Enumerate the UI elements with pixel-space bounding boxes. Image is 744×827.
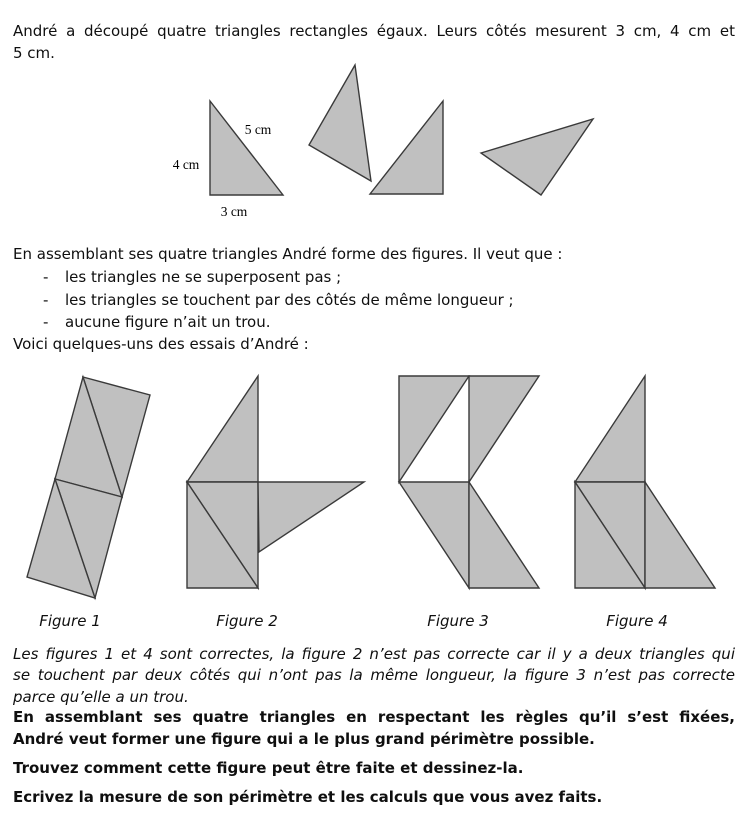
bullet-dash: - bbox=[43, 291, 49, 309]
figure-4-triangle-1 bbox=[575, 376, 645, 482]
figure-3-triangle-1 bbox=[399, 376, 469, 482]
rule-text-1: les triangles ne se superposent pas ; bbox=[65, 268, 342, 286]
figure-4-label: Figure 4 bbox=[606, 612, 668, 630]
figure-3 bbox=[399, 376, 539, 588]
analysis-line-3: parce qu’elle a un trou. bbox=[13, 688, 189, 706]
analysis-line-2: se touchent par deux côtés qui n’ont pas la même longueur, la figure 3 n’est pas correcte bbox=[13, 666, 735, 684]
figure-1 bbox=[27, 377, 150, 598]
figure-2-triangle-1 bbox=[187, 376, 258, 482]
figure-2 bbox=[187, 376, 364, 588]
loose-triangle-set-triangle-4 bbox=[481, 119, 593, 195]
rule-item-3 bbox=[43, 311, 723, 333]
bullet-dash: - bbox=[43, 313, 49, 331]
loose-triangle-set-triangle-1 bbox=[210, 101, 283, 195]
figure-2-label: Figure 2 bbox=[216, 612, 278, 630]
hypotenuse-5cm-label: 5 cm bbox=[244, 122, 272, 137]
rule-item-2 bbox=[43, 289, 723, 311]
intro-paragraph-line-1: André a découpé quatre triangles rectangles égaux. Leurs côtés mesurent 3 cm, 4 cm et bbox=[13, 22, 735, 40]
essais-intro-line: Voici quelques-uns des essais d’André : bbox=[13, 335, 309, 353]
task-paragraph-line-1: En assemblant ses quatre triangles en respectant les règles qu’il s’est fixées, bbox=[13, 708, 735, 726]
figure-4-triangle-4 bbox=[645, 482, 715, 588]
figure-2-triangle-4 bbox=[258, 482, 364, 552]
task-paragraph-line-2: André veut former une figure qui a le plus grand périmètre possible. bbox=[13, 730, 595, 748]
vertical-4cm-label: 4 cm bbox=[172, 157, 200, 172]
bullet-dash: - bbox=[43, 268, 49, 286]
loose-triangle-set-triangle-2 bbox=[309, 65, 371, 181]
task-perimeter-instruction: Ecrivez la mesure de son périmètre et les calculs que vous avez faits. bbox=[13, 788, 603, 806]
assembly-intro-line: En assemblant ses quatre triangles André forme des figures. Il veut que : bbox=[13, 245, 563, 263]
figure-3-triangle-2 bbox=[469, 376, 539, 482]
rule-item-1 bbox=[43, 266, 723, 288]
figure-1-label: Figure 1 bbox=[39, 612, 101, 630]
figure-3-triangle-4 bbox=[469, 482, 539, 588]
rule-text-2: les triangles se touchent par des côtés de même longueur ; bbox=[65, 291, 514, 309]
base-3cm-label: 3 cm bbox=[220, 204, 248, 219]
figure-4 bbox=[575, 376, 715, 588]
figure-3-label: Figure 3 bbox=[427, 612, 489, 630]
rule-text-3: aucune figure n’ait un trou. bbox=[65, 313, 271, 331]
loose-triangle-set-triangle-3 bbox=[370, 101, 443, 194]
figure-3-triangle-3 bbox=[399, 482, 469, 588]
analysis-line-1: Les figures 1 et 4 sont correctes, la figure 2 n’est pas correcte car il y a deux triangles qui bbox=[13, 645, 735, 663]
intro-paragraph-line-2: 5 cm. bbox=[13, 44, 55, 62]
task-draw-instruction: Trouvez comment cette figure peut être faite et dessinez-la. bbox=[13, 759, 524, 777]
